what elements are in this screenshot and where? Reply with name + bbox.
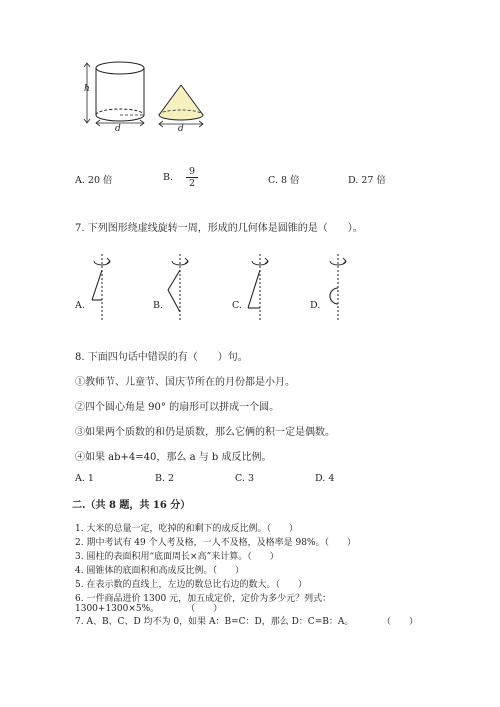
q8-option-a: A. 1 [75, 473, 94, 484]
q7-figure-b [162, 252, 202, 322]
q6-option-a: A. 20 倍 [75, 175, 113, 186]
q8-statement-1: ①教师节、儿童节、国庆节所在的月份都是小月。 [75, 377, 295, 388]
section-2-item-5: 5. 在表示数的直线上，左边的数总比右边的数大。（ ） [75, 580, 307, 590]
section-2-item-6-cont: 1300+1300×5%。 （ ） [75, 604, 223, 614]
section-2-item-3: 3. 圆柱的表面积用“底面周长×高”来计算。（ ） [75, 552, 279, 562]
cylinder-height-label: h [84, 84, 90, 94]
q7-label-a: A. [75, 300, 85, 311]
fraction-denominator: 2 [188, 178, 196, 189]
cone-diameter-label: d [178, 124, 184, 134]
q8-option-d: D. 4 [315, 473, 335, 484]
q7-figure-a [84, 252, 124, 322]
section-2-item-2: 2. 期中考试有 49 个人考及格，一人不及格，及格率是 98%。（ ） [75, 538, 356, 548]
q6-option-d: D. 27 倍 [348, 175, 386, 186]
q7-label-c: C. [232, 300, 242, 311]
section-2-item-4: 4. 圆锥体的底面积和高成反比例。（ ） [75, 566, 244, 576]
q7-label-b: B. [153, 300, 164, 311]
fraction-numerator: 9 [188, 166, 196, 177]
q6-option-b: B. [163, 172, 174, 183]
q8-statement-4: ④如果 ab+4=40，那么 a 与 b 成反比例。 [75, 452, 272, 463]
q8-statement-2: ②四个圆心角是 90° 的扇形可以拼成一个圆。 [75, 402, 280, 413]
q6-option-c: C. 8 倍 [268, 175, 300, 186]
q8-statement-3: ③如果两个质数的和仍是质数，那么它俩的积一定是偶数。 [75, 427, 335, 438]
section-2-item-7-blank: （ ） [382, 617, 419, 627]
section-2-item-6: 6. 一件商品进价 1300 元，加五成定价，定价为多少元？列式： [75, 594, 332, 604]
q8-question: 8. 下面四句话中错误的有（ ）句。 [75, 352, 248, 363]
cylinder-figure [78, 55, 158, 135]
q7-figure-c [240, 252, 280, 322]
q6-option-b-fraction [184, 166, 200, 189]
section-2-heading: 二.（共 8 题，共 16 分） [72, 500, 191, 511]
section-2-item-7: 7. A、B、C、D 均不为 0，如果 A：B=C：D，那么 D：C=B：A。 [75, 617, 354, 627]
q7-figure-d [318, 252, 358, 322]
q8-option-c: C. 3 [235, 473, 255, 484]
q7-question: 7. 下列图形绕虚线旋转一周，形成的几何体是圆锥的是（ ）。 [75, 223, 363, 234]
q8-option-b: B. 2 [155, 473, 175, 484]
section-2-item-1: 1. 大米的总量一定，吃掉的和剩下的成反比例。（ ） [75, 524, 298, 534]
cone-figure [155, 80, 215, 136]
q7-label-d: D. [310, 300, 321, 311]
cylinder-diameter-label: d [115, 124, 121, 134]
